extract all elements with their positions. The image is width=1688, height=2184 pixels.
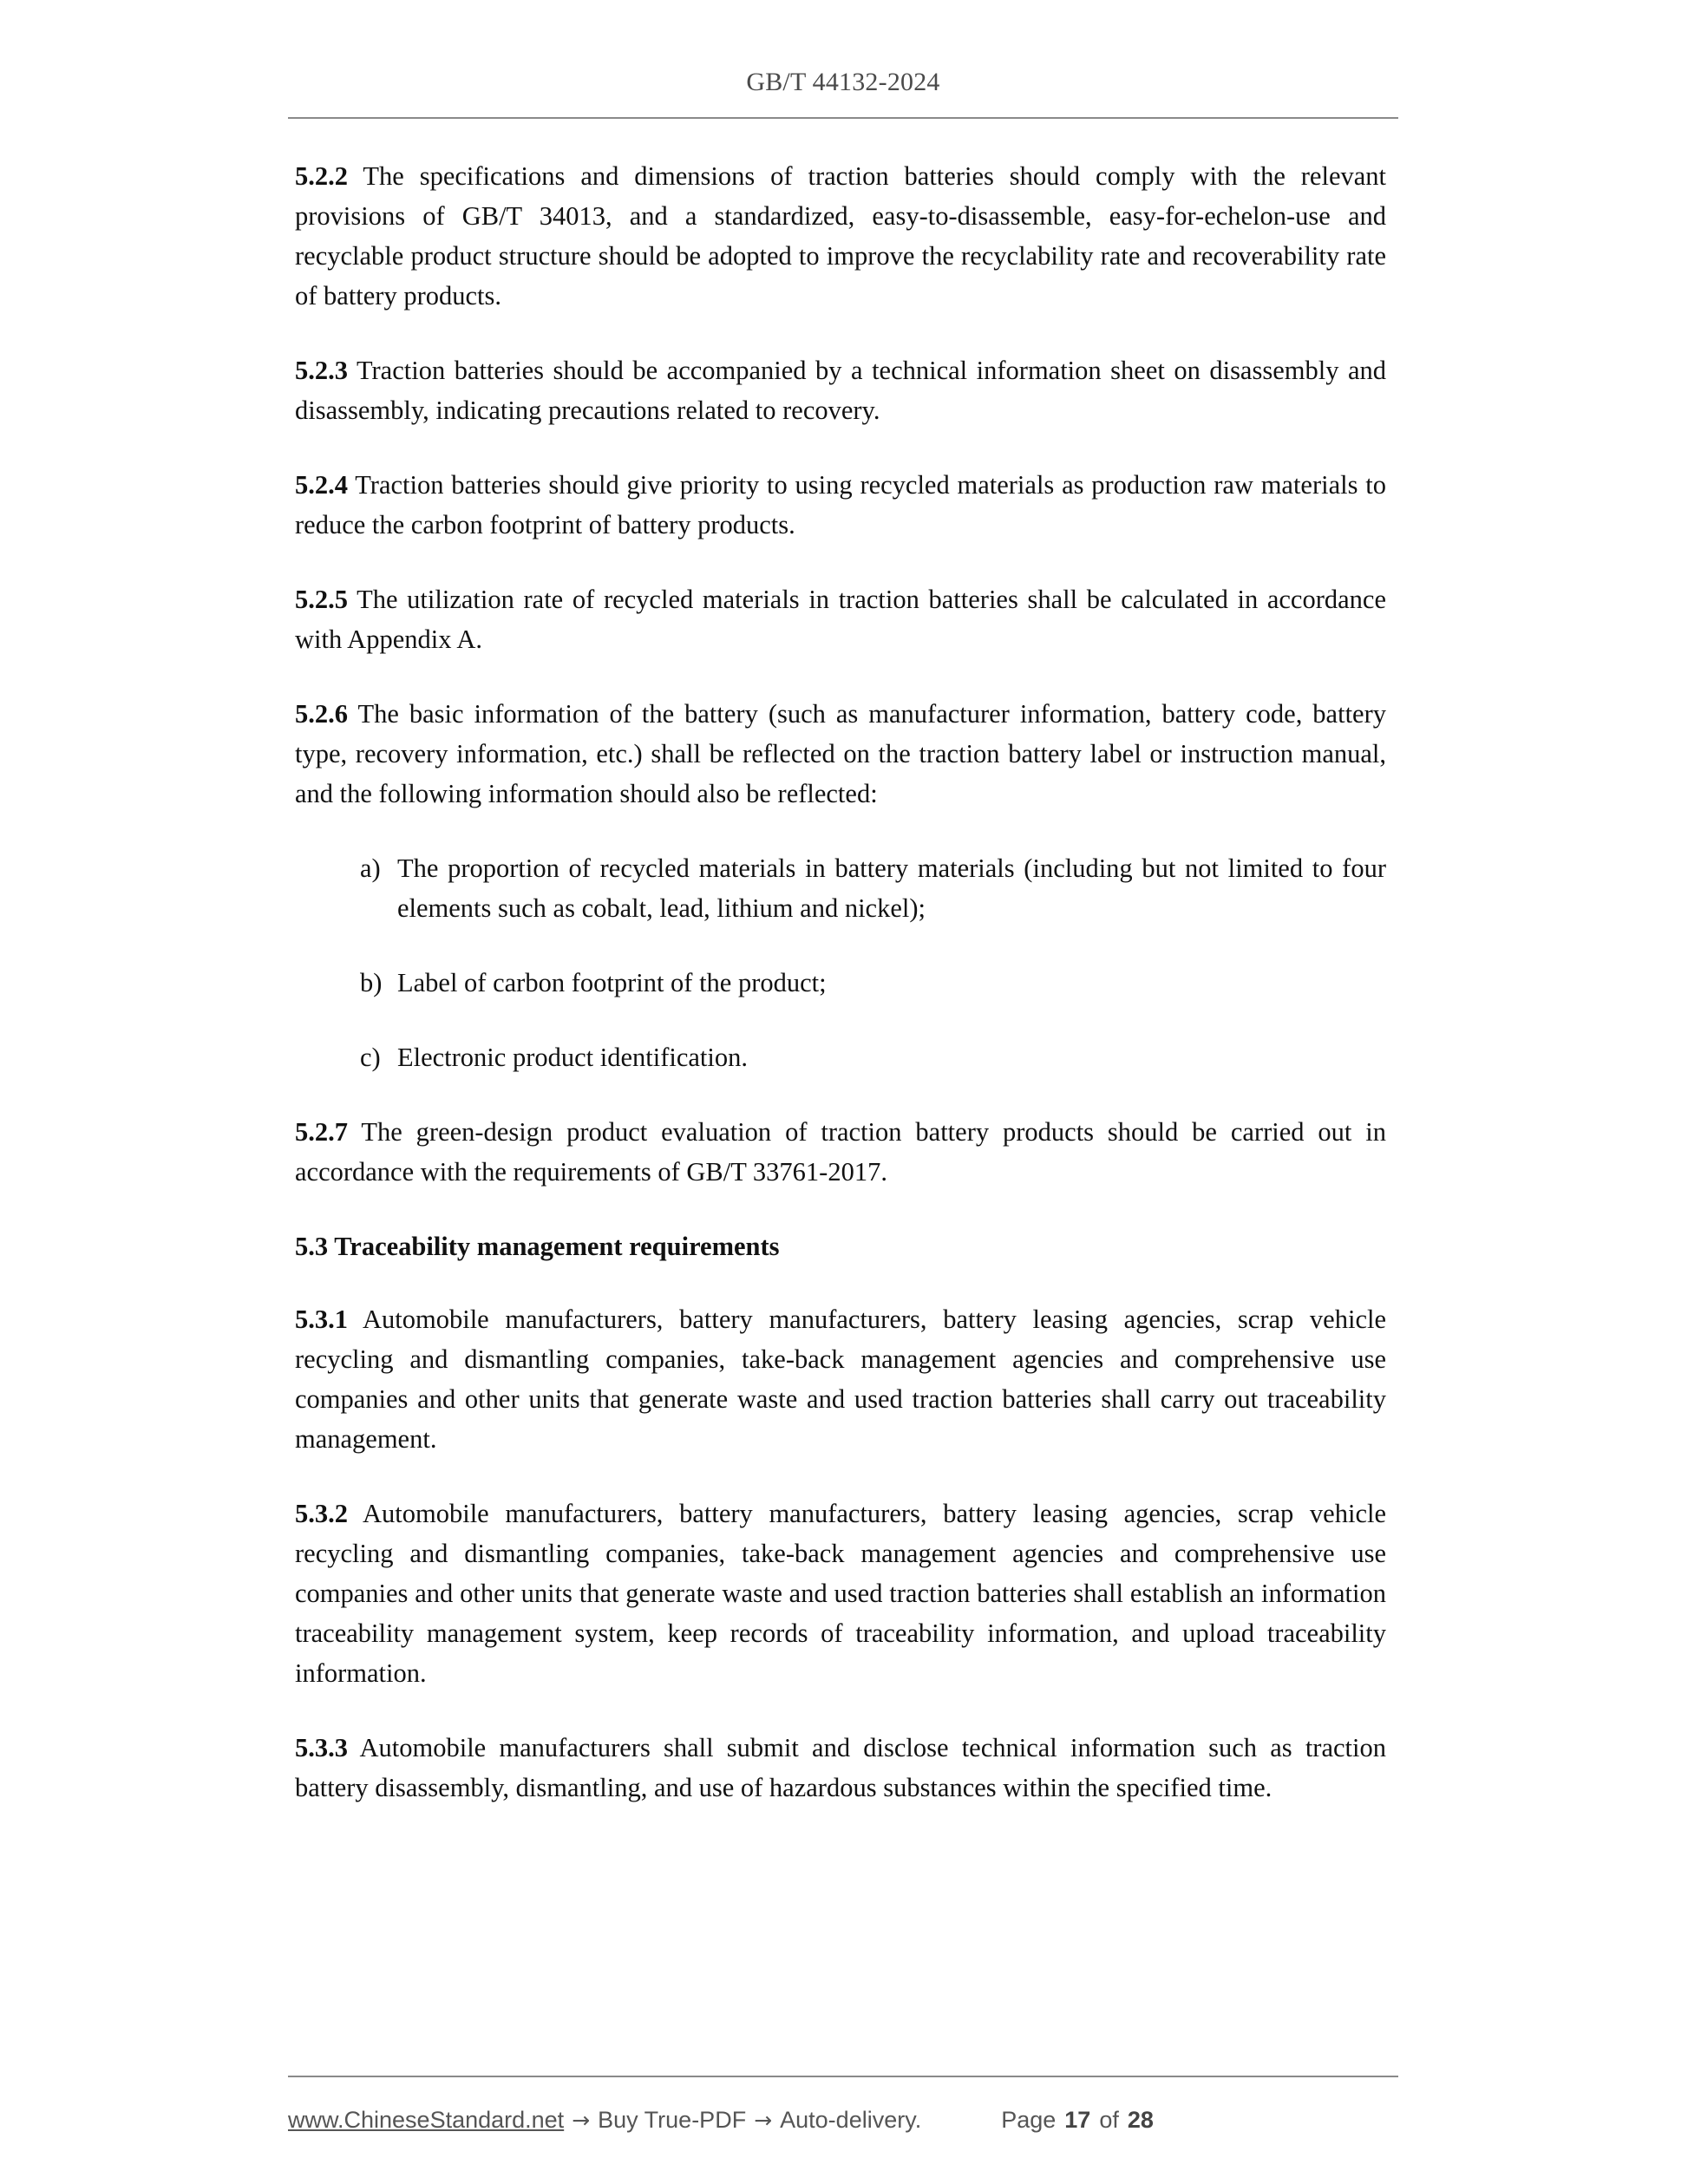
clause-text: The specifications and dimensions of traction batteries should comply with the relevant provisions of GB/T 34013, and a standardized, easy-to-disassemble, easy-for-echelon-use and recyclable product structure should be adopted to improve the recyclability rate and recoverability rate of battery products. xyxy=(295,161,1386,311)
clause-text: Automobile manufacturers shall submit and disclose technical information such as traction battery disassembly, dismantling, and use of hazardous substances within the specified time. xyxy=(295,1733,1386,1802)
list-item-text: Label of carbon footprint of the product; xyxy=(397,968,827,997)
clause-number: 5.2.4 xyxy=(295,470,348,500)
clause-number: 5.3.3 xyxy=(295,1733,348,1762)
clause-number: 5.3.2 xyxy=(295,1499,348,1528)
clause-number: 5.2.2 xyxy=(295,161,348,191)
clause-number: 5.2.7 xyxy=(295,1117,348,1147)
current-page-number: 17 xyxy=(1064,2107,1091,2133)
page-indicator xyxy=(1001,2107,1154,2134)
clause-text: Automobile manufacturers, battery manufacturers, battery leasing agencies, scrap vehicle recycling and dismantling companies, take-back management agencies and comprehensive use companies and other units that generate waste and used traction batteries shall carry out traceability management. xyxy=(295,1305,1386,1454)
lettered-list xyxy=(295,848,1386,1077)
arrow-right-icon: → xyxy=(572,2108,591,2133)
clause-number: 5.3.1 xyxy=(295,1305,348,1334)
clause-5-2-4 xyxy=(295,465,1386,545)
clause-text: Automobile manufacturers, battery manufacturers, battery leasing agencies, scrap vehicle recycling and dismantling companies, take-back management agencies and comprehensive use companies and other units that generate waste and used traction batteries shall establish an information traceability management system, keep records of traceability information, and upload traceability information. xyxy=(295,1499,1386,1688)
of-label: of xyxy=(1099,2107,1119,2133)
list-item-marker: a) xyxy=(360,853,381,883)
footer-divider xyxy=(288,2076,1398,2077)
clause-5-3-2 xyxy=(295,1494,1386,1693)
page-label: Page xyxy=(1001,2107,1057,2133)
clause-5-2-7 xyxy=(295,1112,1386,1192)
clause-number: 5.2.6 xyxy=(295,699,348,729)
clause-text: Traction batteries should give priority to using recycled materials as production raw materials to reduce the carbon footprint of battery products. xyxy=(295,470,1386,539)
clause-5-2-3 xyxy=(295,350,1386,430)
list-item xyxy=(295,848,1386,928)
footer-promo-auto-delivery: Auto-delivery. xyxy=(780,2107,922,2133)
clause-text: The green-design product evaluation of traction battery products should be carried out in accordance with the requirements of GB/T 33761-2017. xyxy=(295,1117,1386,1187)
header-standard-number: GB/T 44132-2024 xyxy=(746,68,940,96)
section-heading-5-3: 5.3 Traceability management requirements xyxy=(295,1232,780,1261)
list-item-marker: c) xyxy=(360,1043,381,1072)
clause-5-2-6 xyxy=(295,694,1386,814)
clause-text: Traction batteries should be accompanied by a technical information sheet on disassembly and disassembly, indicating precautions related to recovery. xyxy=(295,356,1386,425)
footer-row xyxy=(288,2107,1398,2134)
page-header xyxy=(288,68,1398,119)
list-item xyxy=(295,963,1386,1003)
chinesestandard-link[interactable]: www.ChineseStandard.net xyxy=(288,2107,565,2133)
clause-5-3-1 xyxy=(295,1299,1386,1459)
document-body xyxy=(295,156,1386,1808)
clause-5-2-2 xyxy=(295,156,1386,316)
clause-number: 5.2.3 xyxy=(295,356,348,385)
list-item xyxy=(295,1037,1386,1077)
footer-promo-buy-true-pdf: Buy True-PDF xyxy=(598,2107,747,2133)
page-footer xyxy=(288,2076,1398,2134)
clause-5-2-5 xyxy=(295,579,1386,659)
header-divider xyxy=(288,117,1398,119)
clause-5-3-3 xyxy=(295,1728,1386,1808)
list-item-text: The proportion of recycled materials in battery materials (including but not limited to four elements such as cobalt, lead, lithium and nickel); xyxy=(397,853,1386,923)
clause-number: 5.2.5 xyxy=(295,585,348,614)
list-item-text: Electronic product identification. xyxy=(397,1043,748,1072)
clause-text: The basic information of the battery (such as manufacturer information, battery code, battery type, recovery information, etc.) shall be reflected on the traction battery label or instruction manual, and the following information should also be reflected: xyxy=(295,699,1386,808)
clause-text: The utilization rate of recycled materials in traction batteries shall be calculated in accordance with Appendix A. xyxy=(295,585,1386,654)
total-page-number: 28 xyxy=(1127,2107,1154,2133)
arrow-right-icon: → xyxy=(754,2108,773,2133)
list-item-marker: b) xyxy=(360,968,383,997)
footer-promo xyxy=(288,2107,921,2134)
